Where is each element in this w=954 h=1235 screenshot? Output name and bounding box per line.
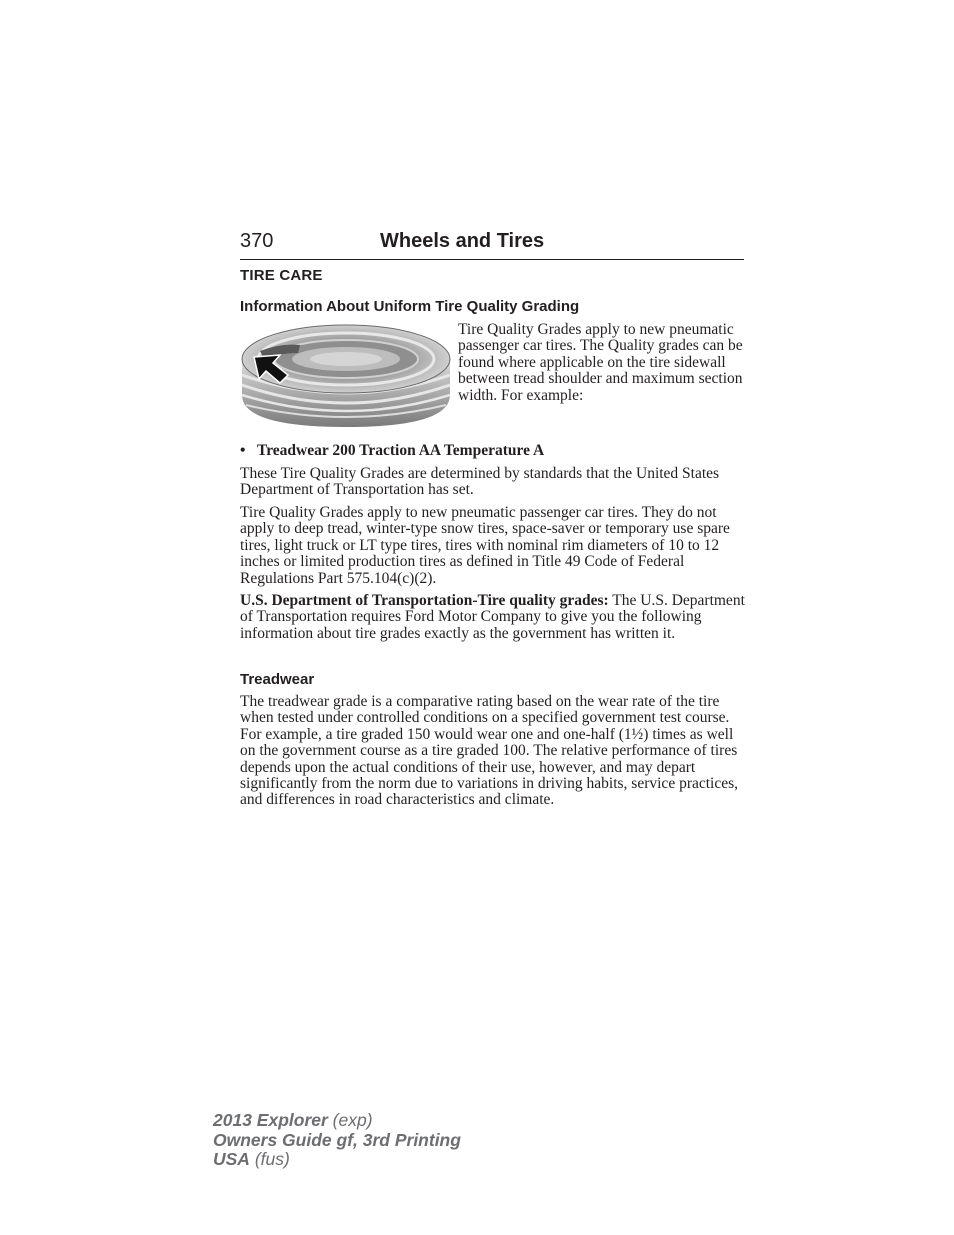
utqg-paragraph-1: These Tire Quality Grades are determined by standards that the United States Department of Transportation has set. [240,465,720,499]
bullet-icon: • [240,442,246,459]
page-number: 370 [240,230,274,252]
utqg-paragraph-3 [240,593,745,642]
dot-grades-label: U.S. Department of Transportation-Tire quality grades: [240,592,609,609]
grade-example-text: Treadwear 200 Traction AA Temperature A [257,442,545,459]
footer-line-2: Owners Guide gf, 3rd Printing [213,1129,461,1150]
footer-line-1 [213,1111,461,1131]
footer-market-code: (fus) [249,1149,290,1169]
utqg-heading: Information About Uniform Tire Quality Grading [240,298,580,315]
treadwear-heading: Treadwear [240,671,315,688]
treadwear-paragraph: The treadwear grade is a comparative rating based on the wear rate of the tire when tested under controlled conditions on a specified government test course. For example, a tire graded 150 would wear one and one-half (1½) times as well on the government course as a tire graded 100. The relative performance of tires depends upon the actual conditions of their use, however, and may depart significantly from the norm due to variations in driving habits, service practices, and differences in road characteristics and climate. [240,693,739,809]
chapter-title: Wheels and Tires [380,230,545,252]
utqg-intro-paragraph: Tire Quality Grades apply to new pneumatic passenger car tires. The Quality grades can be found where applicable on the tire sidewall between tread shoulder and maximum section width. For example: [458,321,743,404]
footer-model-code: (exp) [327,1110,373,1130]
footer-market: USA [213,1149,250,1169]
utqg-paragraph-2: Tire Quality Grades apply to new pneumatic passenger car tires. They do not apply to deep tread, winter-type snow tires, space-saver or temporary use spare tires, light truck or LT type tires, tires with nominal rim diameters of 10 to 12 inches or limited production tires as defined in Title 49 Code of Federal Regulations Part 575.104(c)(2). [240,504,730,587]
page-footer [213,1111,461,1170]
footer-line-3 [213,1150,461,1170]
section-heading: TIRE CARE [240,267,323,284]
grade-example-bullet [240,442,544,460]
footer-model: 2013 Explorer [213,1110,328,1130]
dot-grades-text: The U.S. Department of Transportation requires Ford Motor Company to give you the following information about tire grades exactly as the government has written it. [240,592,745,642]
tire-icon [240,323,452,430]
tire-illustration [240,323,452,430]
page-header [240,229,744,260]
